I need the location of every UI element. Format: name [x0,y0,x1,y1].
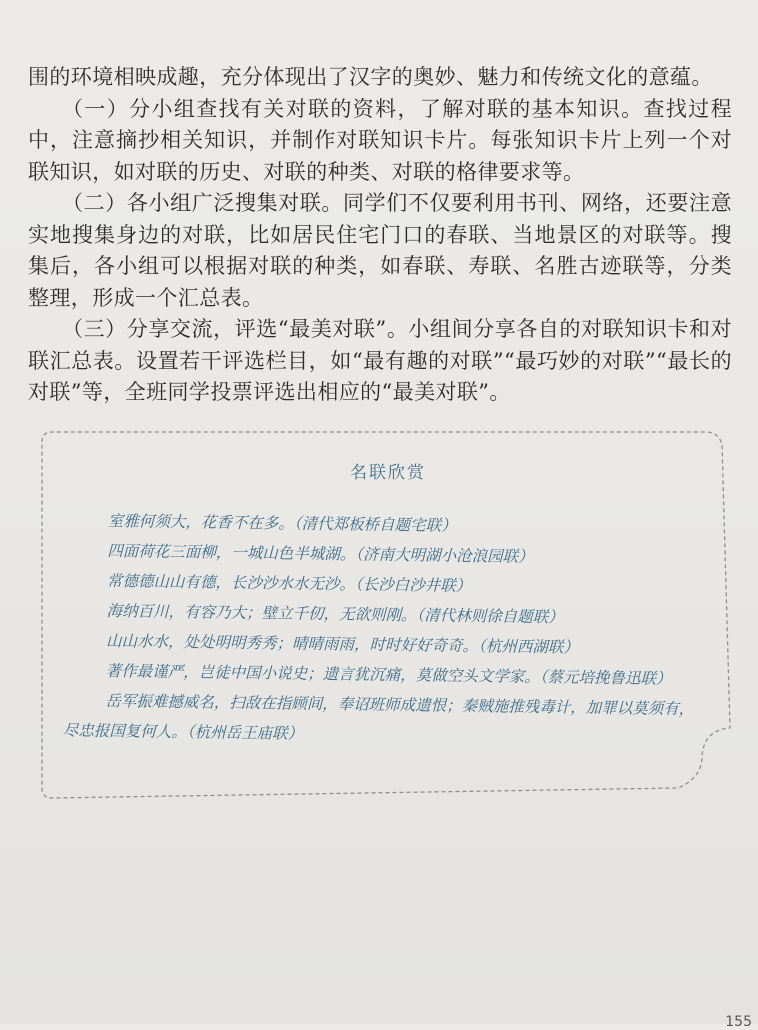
couplet-item: 著作最谨严，岂徒中国小说史；遗言犹沉痛，莫做空头文学家。（蔡元培挽鲁迅联） [105,661,672,688]
body-text [28,62,732,409]
page-number: 155 [725,1014,752,1030]
paragraph-step-three: （三）分享交流，评选“最美对联”。小组间分享各自的对联知识卡和对联汇总表。设置若干评选栏目，如“最有趣的对联”“最巧妙的对联”“最长的对联”等，全班同学投票评选出相应的“最美对联”。 [28,317,732,404]
couplet-item: 四面荷花三面柳，一城山色半城湖。（济南大明湖小沧浪园联） [107,541,534,566]
couplet-item: 岳军振难撼威名，扫敌在指顾间，奉诏班师成遗恨；秦贼施推残毒计，加罪以莫须有，尽忠报国复何人。（杭州岳王庙联） [62,691,695,743]
paragraph-step-one: （一）分小组查找有关对联的资料，了解对联的基本知识。查找过程中，注意摘抄相关知识，并制作对联知识卡片。每张知识卡片上列一个对联知识，如对联的历史、对联的种类、对联的格律要求等。 [28,96,732,184]
card-title: 名联欣赏 [350,463,426,483]
couplet-item: 海纳百川，有容乃大；壁立千仞，无欲则刚。（清代林则徐自题联） [106,601,564,627]
paragraph-step-two: （二）各小组广泛搜集对联。同学们不仅要利用书刊、网络，还要注意实地搜集身边的对联，比如居民住宅门口的春联、当地景区的对联等。搜集后，各小组可以根据对联的种类，如春联、寿联、名胜古迹联等，分类整理，形成一个汇总表。 [28,191,732,310]
paragraph-intro-tail: 围的环境相映成趣，充分体现出了汉字的奥妙、魅力和传统文化的意蕴。 [28,65,713,89]
couplet-list [62,506,698,754]
couplet-item: 山山水水，处处明明秀秀；晴晴雨雨，时时好好奇奇。（杭州西湖联） [105,631,579,657]
couplet-item: 常德德山山有德，长沙沙水水无沙。（长沙白沙井联） [106,571,472,596]
couplet-item: 室雅何须大，花香不在多。（清代郑板桥自题宅联） [107,511,457,535]
famous-couplets-card [38,428,738,806]
